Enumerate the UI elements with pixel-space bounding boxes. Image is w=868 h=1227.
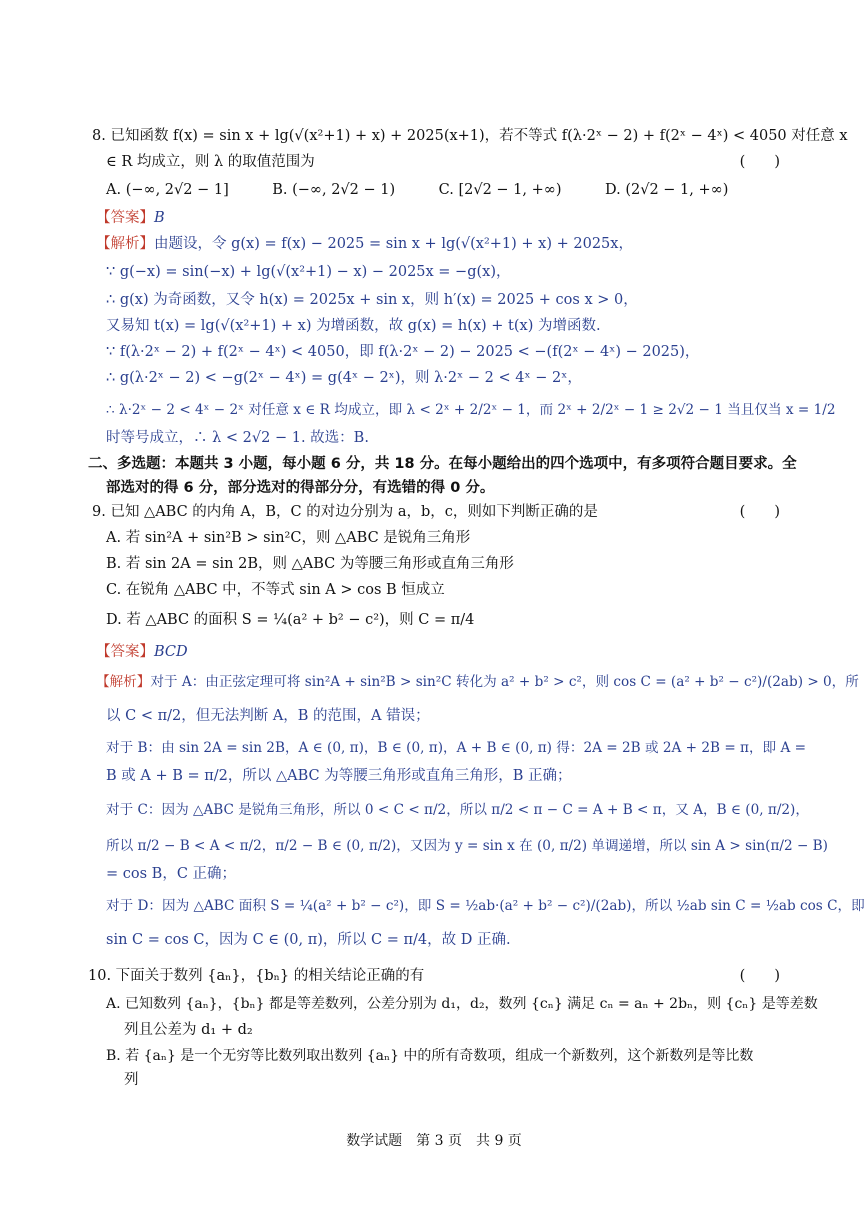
analysis-label: 【解析】 (96, 674, 151, 690)
q9-option-c: C. 在锐角 △ABC 中，不等式 sin A > cos B 恒成立 (106, 582, 445, 598)
answer-label: 【答案】 (96, 644, 154, 660)
q8-analysis-line4: 又易知 t(x) = lg(√(x²+1) + x) 为增函数，故 g(x) = h(x) + t(x) 为增函数. (106, 318, 601, 334)
q9-analysis-line6: 所以 π/2 − B < A < π/2，π/2 − B ∈ (0, π/2)，又因为 y = sin x 在 (0, π/2) 单调递增，所以 sin A > sin(π/2 − B) (106, 838, 828, 854)
q8-analysis-line2: ∵ g(−x) = sin(−x) + lg(√(x²+1) − x) − 2025x = −g(x)， (106, 264, 511, 280)
q8-analysis-line3: ∴ g(x) 为奇函数，又令 h(x) = 2025x + sin x，则 h′(x) = 2025 + cos x > 0， (106, 292, 638, 308)
q9-option-b: B. 若 sin 2A = sin 2B，则 △ABC 为等腰三角形或直角三角形 (106, 556, 514, 572)
q9-analysis-line5: 对于 C：因为 △ABC 是锐角三角形，所以 0 < C < π/2，所以 π/2 < π − C = A + B < π，又 A，B ∈ (0, π/2)， (106, 802, 809, 818)
q9-answer-paren: ( ) (739, 504, 780, 520)
q8-answer (96, 208, 165, 228)
answer-value: BCD (154, 644, 188, 660)
q8-analysis-line7: ∴ λ·2ˣ − 2 < 4ˣ − 2ˣ 对任意 x ∈ R 均成立，即 λ < 2ˣ + 2/2ˣ − 1，而 2ˣ + 2/2ˣ − 1 ≥ 2√2 − 1 当且仅当 x = 1/2 (106, 402, 836, 418)
q9-option-a: A. 若 sin²A + sin²B > sin²C，则 △ABC 是锐角三角形 (106, 530, 471, 546)
q10-option-b-line1: B. 若 {aₙ} 是一个无穷等比数列取出数列 {aₙ} 中的所有奇数项，组成一个新数列，这个新数列是等比数 (106, 1048, 754, 1064)
q10-option-b-line2: 列 (124, 1072, 139, 1088)
q8-answer-paren: ( ) (739, 154, 780, 170)
q8-stem-line1: 8. 已知函数 f(x) = sin x + lg(√(x²+1) + x) + 2025(x+1)，若不等式 f(λ·2ˣ − 2) + f(2ˣ − 4ˣ) < 4050 对任意 x (92, 128, 848, 144)
q9-analysis-line7: = cos B，C 正确； (106, 866, 237, 882)
q9-analysis-line1: 【解析】对于 A：由正弦定理可将 sin²A + sin²B > sin²C 转化为 a² + b² > c²，则 cos C = (a² + b² − c²)/(2ab) > 0，所 (96, 674, 859, 690)
q8-analysis-line1: 【解析】由题设，令 g(x) = f(x) − 2025 = sin x + lg(√(x²+1) + x) + 2025x， (96, 236, 633, 252)
section2-header-line1: 二、多选题：本题共 3 小题，每小题 6 分，共 18 分。在每小题给出的四个选项中，有多项符合题目要求。全 (88, 456, 797, 472)
q9-analysis-line9: sin C = cos C，因为 C ∈ (0, π)，所以 C = π/4，故 D 正确. (106, 932, 511, 948)
q9-stem: 9. 已知 △ABC 的内角 A，B，C 的对边分别为 a，b，c，则如下判断正确的是 (92, 504, 598, 520)
q9-analysis-line2: 以 C < π/2，但无法判断 A，B 的范围，A 错误； (106, 708, 430, 724)
q10-option-a-line2: 列且公差为 d₁ + d₂ (124, 1022, 253, 1038)
q8-analysis-line5: ∵ f(λ·2ˣ − 2) + f(2ˣ − 4ˣ) < 4050，即 f(λ·2ˣ − 2) − 2025 < −(f(2ˣ − 4ˣ) − 2025)， (106, 344, 700, 360)
q9-option-d: D. 若 △ABC 的面积 S = ¼(a² + b² − c²)，则 C = π/4 (106, 612, 475, 628)
q9-analysis-line8: 对于 D：因为 △ABC 面积 S = ¼(a² + b² − c²)，即 S = ½ab·(a² + b² − c²)/(2ab)，所以 ½ab sin C = ½ab cos C，即 (106, 898, 865, 914)
q8-options: A. (−∞, 2√2 − 1] B. (−∞, 2√2 − 1) C. [2√2 − 1, +∞) D. (2√2 − 1, +∞) (106, 182, 729, 198)
q9-answer (96, 642, 188, 662)
q8-stem-line2: ∈ R 均成立，则 λ 的取值范围为 (106, 154, 315, 170)
q10-stem: 10. 下面关于数列 {aₙ}，{bₙ} 的相关结论正确的有 (88, 968, 425, 984)
page-footer: 数学试题 第 3 页 共 9 页 (346, 1133, 522, 1149)
q9-analysis-line3: 对于 B：由 sin 2A = sin 2B，A ∈ (0, π)，B ∈ (0, π)，A + B ∈ (0, π) 得：2A = 2B 或 2A + 2B = π，即 A = (106, 740, 806, 756)
q10-option-a-line1: A. 已知数列 {aₙ}，{bₙ} 都是等差数列，公差分别为 d₁，d₂，数列 {cₙ} 满足 cₙ = aₙ + 2bₙ，则 {cₙ} 是等差数 (106, 996, 818, 1012)
analysis-label: 【解析】 (96, 236, 154, 252)
answer-value: B (154, 210, 165, 226)
section2-header-line2: 部选对的得 6 分，部分选对的得部分分，有选错的得 0 分。 (106, 480, 495, 496)
answer-label: 【答案】 (96, 210, 154, 226)
q9-analysis-line4: B 或 A + B = π/2，所以 △ABC 为等腰三角形或直角三角形，B 正确； (106, 768, 572, 784)
q8-analysis-line8: 时等号成立，∴ λ < 2√2 − 1. 故选：B. (106, 430, 369, 446)
q10-answer-paren: ( ) (739, 968, 780, 984)
q8-analysis-line6: ∴ g(λ·2ˣ − 2) < −g(2ˣ − 4ˣ) = g(4ˣ − 2ˣ)，则 λ·2ˣ − 2 < 4ˣ − 2ˣ， (106, 370, 582, 386)
